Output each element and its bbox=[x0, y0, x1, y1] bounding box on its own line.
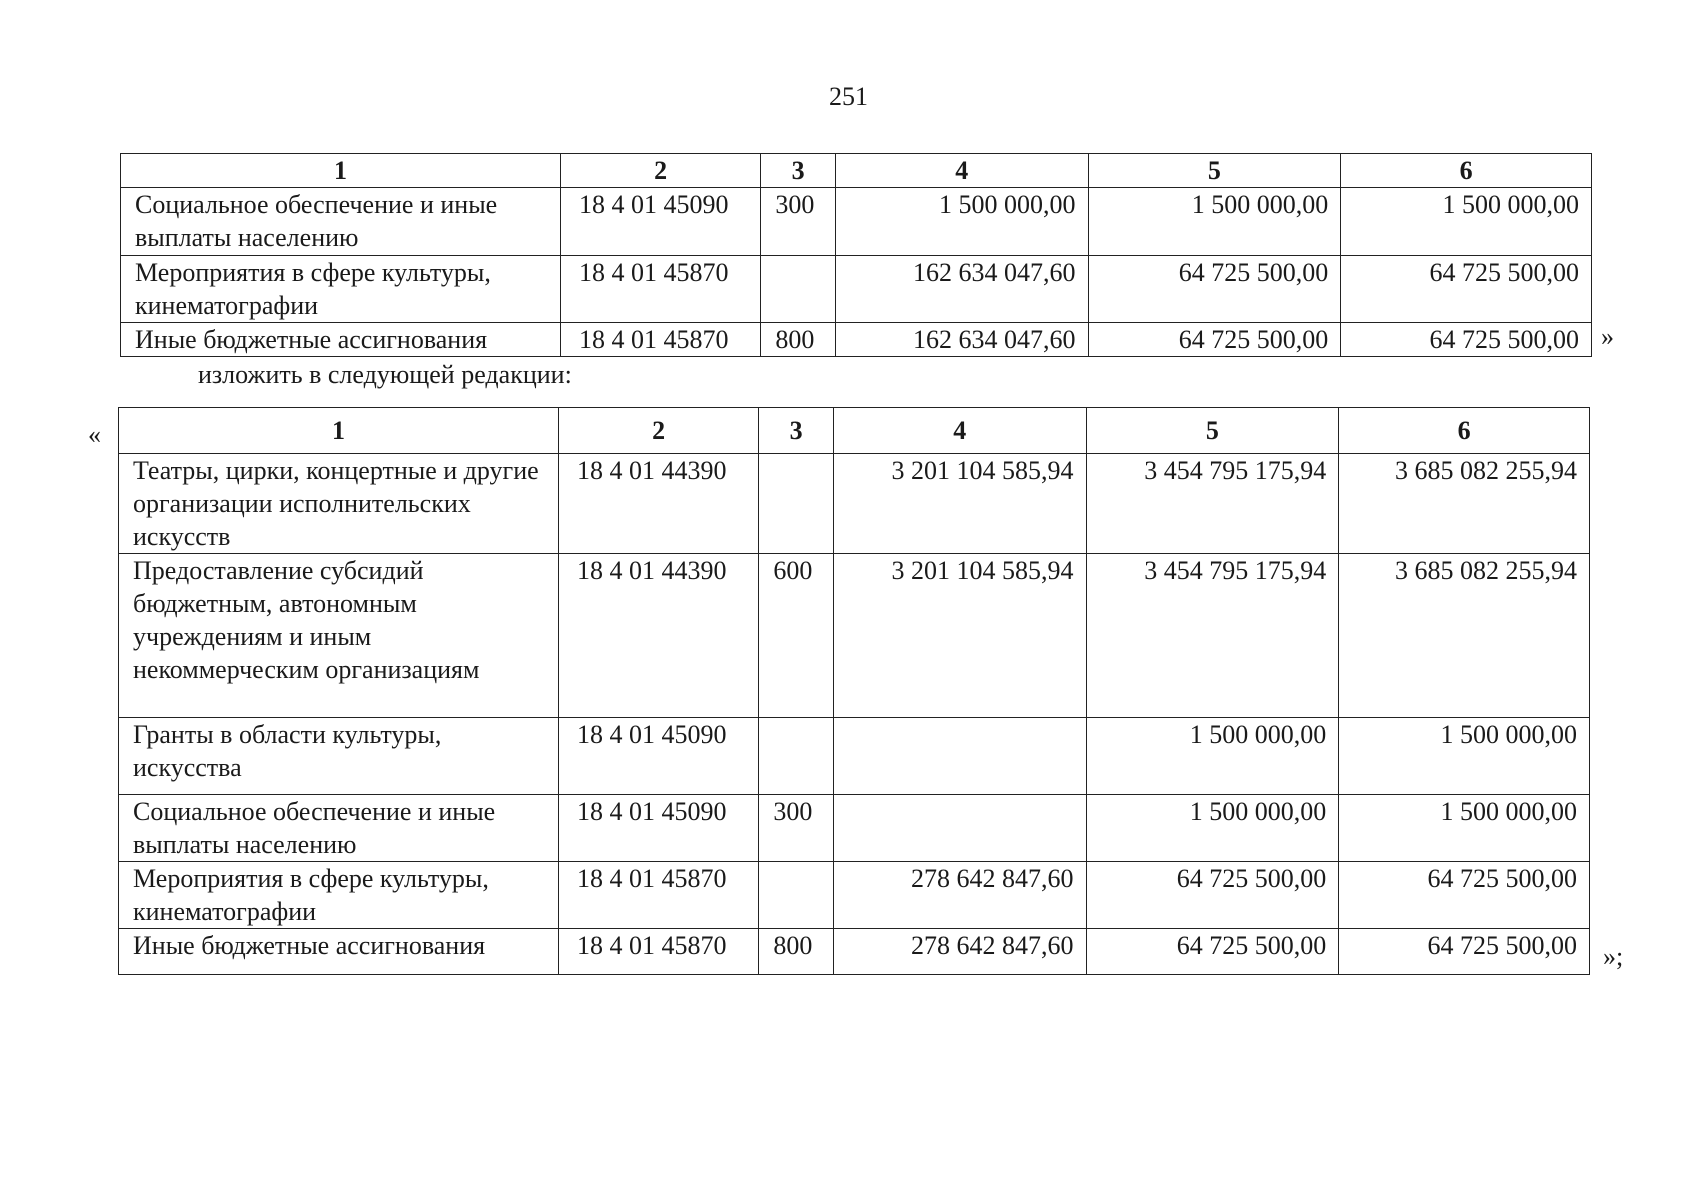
item-code: 18 4 01 45870 bbox=[560, 256, 760, 323]
column-header: 4 bbox=[833, 408, 1086, 454]
item-group bbox=[759, 718, 834, 795]
value-col4: 162 634 047,60 bbox=[835, 256, 1088, 323]
item-code: 18 4 01 45090 bbox=[558, 718, 758, 795]
value-col4: 3 201 104 585,94 bbox=[833, 554, 1086, 718]
value-col5: 1 500 000,00 bbox=[1086, 718, 1339, 795]
value-col4: 278 642 847,60 bbox=[833, 929, 1086, 975]
item-name: Мероприятия в сфере культуры, кинематографии bbox=[121, 256, 561, 323]
value-col4: 1 500 000,00 bbox=[835, 188, 1088, 256]
value-col5: 3 454 795 175,94 bbox=[1086, 554, 1339, 718]
item-group bbox=[761, 256, 836, 323]
item-name: Иные бюджетные ассигнования bbox=[121, 323, 561, 357]
table-row bbox=[119, 929, 1590, 975]
table-header-row bbox=[121, 154, 1592, 188]
budget-table-new bbox=[118, 407, 1590, 975]
table-row bbox=[119, 795, 1590, 862]
value-col4: 278 642 847,60 bbox=[833, 862, 1086, 929]
item-name: Театры, цирки, концертные и другие организации исполнительских искусств bbox=[119, 454, 559, 554]
item-group: 800 bbox=[761, 323, 836, 357]
value-col6: 64 725 500,00 bbox=[1341, 256, 1592, 323]
value-col6: 64 725 500,00 bbox=[1339, 929, 1590, 975]
item-name: Гранты в области культуры, искусства bbox=[119, 718, 559, 795]
value-col5: 64 725 500,00 bbox=[1086, 862, 1339, 929]
item-code: 18 4 01 45090 bbox=[558, 795, 758, 862]
item-group: 800 bbox=[759, 929, 834, 975]
table-row bbox=[121, 188, 1592, 256]
table-header-row bbox=[119, 408, 1590, 454]
table-row bbox=[119, 718, 1590, 795]
item-name: Мероприятия в сфере культуры, кинематографии bbox=[119, 862, 559, 929]
page-number: 251 bbox=[829, 82, 868, 111]
table-row bbox=[119, 554, 1590, 718]
value-col4 bbox=[833, 795, 1086, 862]
item-group: 300 bbox=[761, 188, 836, 256]
value-col6: 1 500 000,00 bbox=[1339, 795, 1590, 862]
item-code: 18 4 01 45870 bbox=[560, 323, 760, 357]
column-header: 1 bbox=[121, 154, 561, 188]
value-col5: 3 454 795 175,94 bbox=[1086, 454, 1339, 554]
opening-quote: « bbox=[88, 420, 101, 449]
column-header: 2 bbox=[560, 154, 760, 188]
item-name: Социальное обеспечение и иные выплаты населению bbox=[121, 188, 561, 256]
budget-table-old bbox=[120, 153, 1592, 357]
item-code: 18 4 01 45090 bbox=[560, 188, 760, 256]
column-header: 6 bbox=[1339, 408, 1590, 454]
column-header: 5 bbox=[1088, 154, 1341, 188]
item-code: 18 4 01 45870 bbox=[558, 929, 758, 975]
item-name: Предоставление субсидий бюджетным, автономным учреждениям и иным некоммерческим организациям bbox=[119, 554, 559, 718]
value-col4: 162 634 047,60 bbox=[835, 323, 1088, 357]
item-group bbox=[759, 862, 834, 929]
column-header: 2 bbox=[558, 408, 758, 454]
column-header: 3 bbox=[759, 408, 834, 454]
value-col4 bbox=[833, 718, 1086, 795]
column-header: 6 bbox=[1341, 154, 1592, 188]
value-col6: 64 725 500,00 bbox=[1339, 862, 1590, 929]
value-col6: 1 500 000,00 bbox=[1339, 718, 1590, 795]
column-header: 5 bbox=[1086, 408, 1339, 454]
item-group: 600 bbox=[759, 554, 834, 718]
value-col6: 3 685 082 255,94 bbox=[1339, 454, 1590, 554]
value-col5: 64 725 500,00 bbox=[1088, 323, 1341, 357]
item-group: 300 bbox=[759, 795, 834, 862]
table-row bbox=[121, 323, 1592, 357]
item-name: Социальное обеспечение и иные выплаты населению bbox=[119, 795, 559, 862]
table-row bbox=[119, 454, 1590, 554]
table-row bbox=[119, 862, 1590, 929]
item-code: 18 4 01 44390 bbox=[558, 454, 758, 554]
column-header: 4 bbox=[835, 154, 1088, 188]
value-col6: 3 685 082 255,94 bbox=[1339, 554, 1590, 718]
value-col6: 64 725 500,00 bbox=[1341, 323, 1592, 357]
column-header: 3 bbox=[761, 154, 836, 188]
value-col4: 3 201 104 585,94 bbox=[833, 454, 1086, 554]
item-group bbox=[759, 454, 834, 554]
value-col5: 1 500 000,00 bbox=[1088, 188, 1341, 256]
value-col5: 64 725 500,00 bbox=[1088, 256, 1341, 323]
value-col5: 64 725 500,00 bbox=[1086, 929, 1339, 975]
closing-quote: » bbox=[1601, 322, 1614, 351]
value-col5: 1 500 000,00 bbox=[1086, 795, 1339, 862]
value-col6: 1 500 000,00 bbox=[1341, 188, 1592, 256]
closing-quote-semicolon: »; bbox=[1603, 942, 1624, 971]
column-header: 1 bbox=[119, 408, 559, 454]
table-row bbox=[121, 256, 1592, 323]
item-name: Иные бюджетные ассигнования bbox=[119, 929, 559, 975]
item-code: 18 4 01 44390 bbox=[558, 554, 758, 718]
amendment-instruction: изложить в следующей редакции: bbox=[198, 360, 572, 389]
item-code: 18 4 01 45870 bbox=[558, 862, 758, 929]
